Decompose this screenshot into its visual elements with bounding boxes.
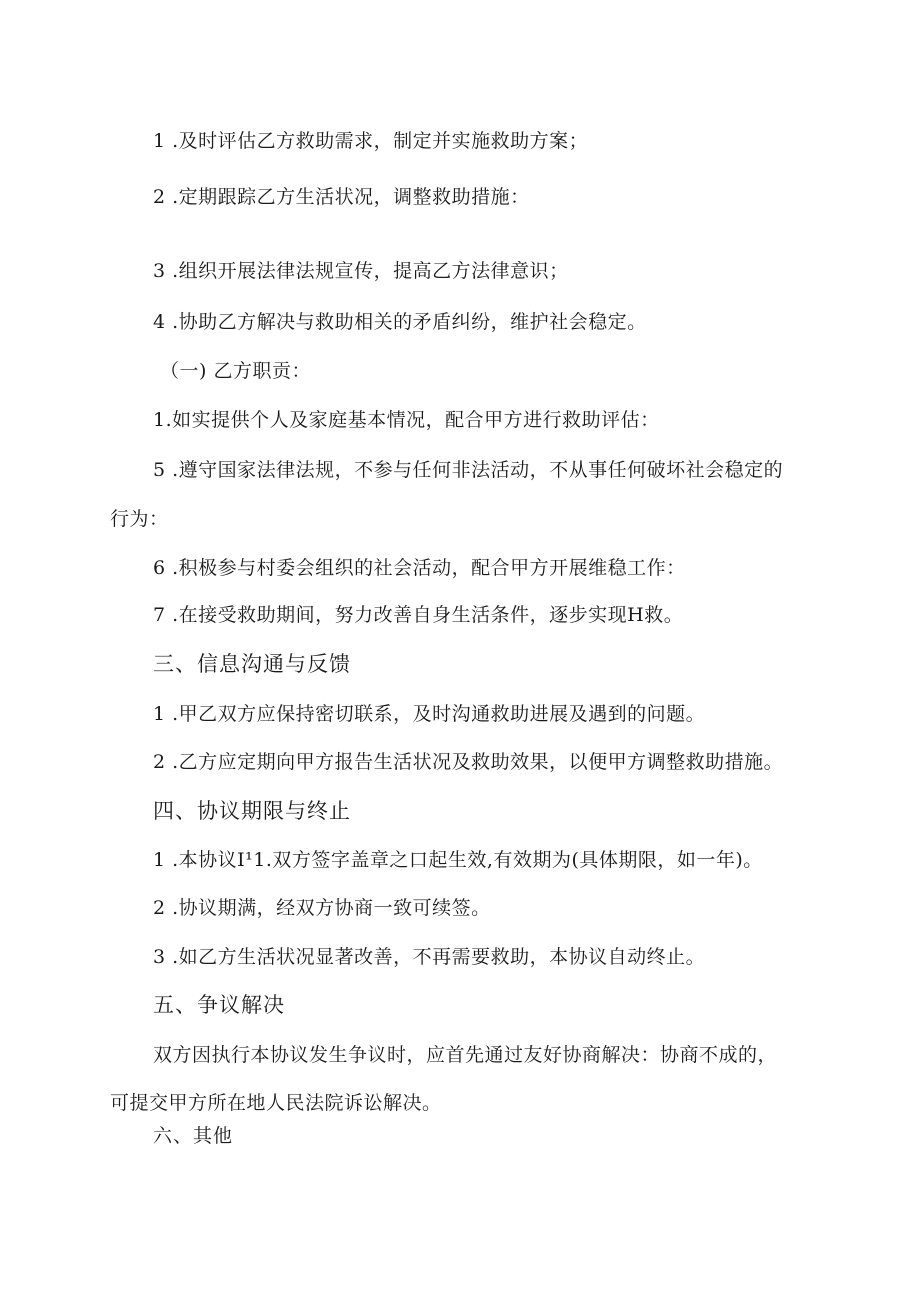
list-item: 1 .及时评估乙方救助需求，制定并实施救助方案； xyxy=(153,130,589,152)
subsection-heading: （一) 乙方职贡： xyxy=(160,360,311,382)
paragraph: 双方因执行本协议发生争议时，应首先通过友好协商解决：协商不成的， xyxy=(153,1044,778,1066)
section-heading: 五、争议解决 xyxy=(153,993,285,1017)
paragraph-continuation: 可提交甲方所在地人民法院诉讼解决。 xyxy=(110,1092,442,1114)
list-item: 3 .组织开展法律法规宣传，提高乙方法律意识； xyxy=(153,260,569,282)
list-item-continuation: 行为： xyxy=(110,508,169,530)
list-item: 7 .在接受救助期间，努力改善自身生活条件，逐步实现H救。 xyxy=(153,604,684,626)
list-item: 1.如实提供个人及家庭基本情况，配合甲方进行救助评估： xyxy=(153,409,660,431)
section-heading: 六、其他 xyxy=(153,1125,234,1147)
list-item: 1 .本协议I¹1.双方签字盖章之口起生效,有效期为(具体期限，如一年)。 xyxy=(153,849,763,871)
list-item: 4 .协助乙方解决与救助相关的矛盾纠纷，维护社会稳定。 xyxy=(153,311,647,333)
list-item: 5 .遵守国家法律法规，不参与任何非法活动，不从事任何破坏社会稳定的 xyxy=(153,459,784,481)
section-heading: 四、协议期限与终止 xyxy=(153,799,351,823)
list-item: 2 .乙方应定期向甲方报告生活状况及救助效果，以便甲方调整救助措施。 xyxy=(153,751,784,773)
list-item: 3 .如乙方生活状况显著改善，不再需要救助，本协议自动终止。 xyxy=(153,946,706,968)
list-item: 6 .积极参与村委会组织的社会活动，配合甲方开展维稳工作： xyxy=(153,557,686,579)
list-item: 2 .协议期满，经双方协商一致可续签。 xyxy=(153,897,491,919)
list-item: 1 .甲乙双方应保持密切联系，及时沟通救助进展及遇到的问题。 xyxy=(153,703,706,725)
list-item: 2 .定期跟踪乙方生活状况，调整救助措施： xyxy=(153,186,530,208)
section-heading: 三、信息沟通与反馈 xyxy=(153,652,351,676)
